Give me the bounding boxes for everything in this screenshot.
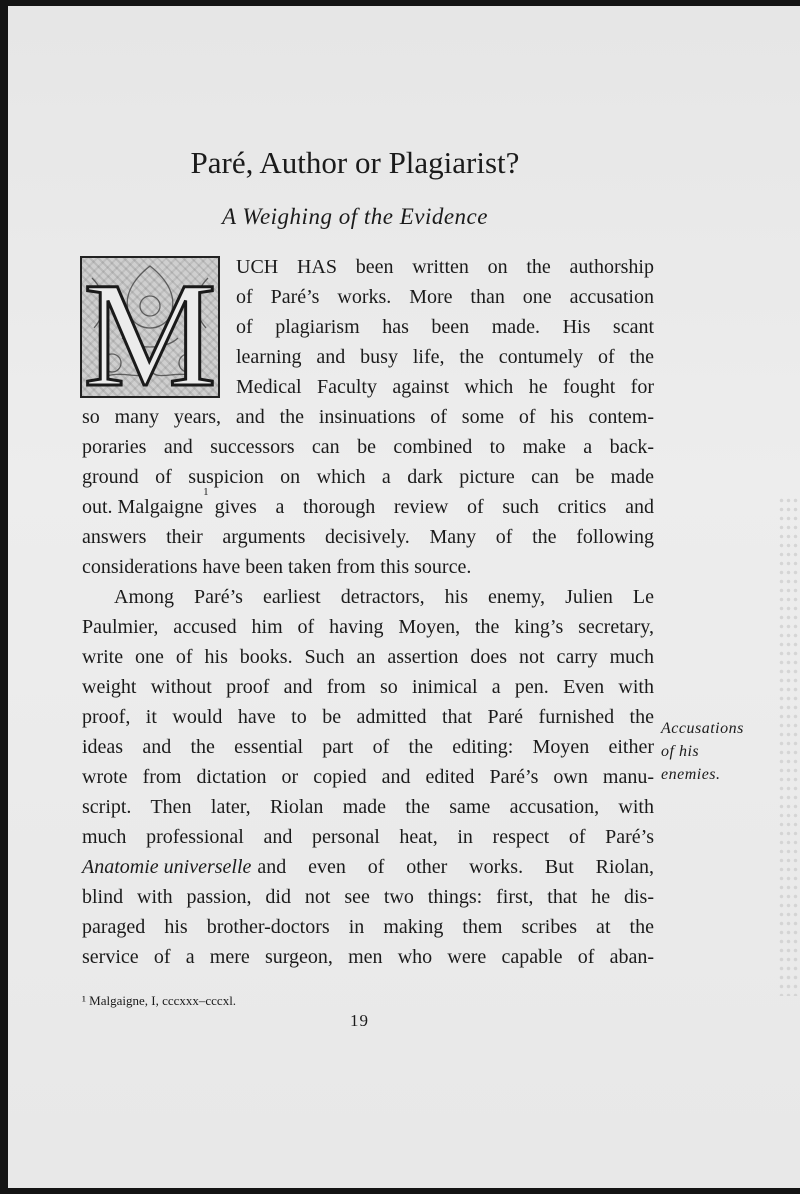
margin-note-line: enemies.	[661, 766, 721, 783]
text-line	[82, 852, 654, 882]
text-line: much professional and personal heat, in respect of Paré’s	[82, 826, 654, 848]
text-line: wrote from dictation or copied and edited Paré’s own manu-	[82, 766, 654, 788]
page-number: 19	[350, 1011, 369, 1030]
footnote-marker: 1	[203, 486, 209, 498]
book-title: Anatomie universelle	[82, 856, 252, 878]
margin-note	[661, 717, 744, 786]
initial-ornament-svg	[82, 258, 218, 396]
ornamental-initial-icon	[80, 256, 220, 398]
drop-cap-letter: M	[83, 258, 217, 396]
text-line: ideas and the essential part of the editing: Moyen either	[82, 736, 654, 758]
text-line: ground of suspicion on which a dark picture can be made	[82, 466, 654, 488]
text-line: UCH HAS been written on the authorship	[236, 256, 654, 278]
text-line: script. Then later, Riolan made the same accusation, with	[82, 796, 654, 818]
text-line: answers their arguments decisively. Many of the following	[82, 526, 654, 548]
text-line: so many years, and the insinuations of some of his contem-	[82, 406, 654, 428]
text-line: learning and busy life, the contumely of the	[236, 346, 654, 368]
margin-note-line: of his	[661, 743, 700, 760]
text-line: proof, it would have to be admitted that Paré furnished the	[82, 706, 654, 728]
text-line: Among Paré’s earliest detractors, his enemy, Julien Le	[114, 586, 654, 608]
book-page	[8, 6, 800, 1188]
text-segment: out. Malgaigne	[82, 496, 204, 518]
text-line: write one of his books. Such an assertion does not carry much	[82, 646, 654, 668]
text-line: poraries and successors can be combined to make a back-	[82, 436, 654, 458]
margin-note-line: Accusations	[661, 720, 744, 737]
text-segment: and even of other works. But Riolan,	[257, 856, 654, 878]
chapter-subtitle: A Weighing of the Evidence	[222, 204, 488, 229]
text-line: service of a mere surgeon, men who were capable of aban-	[82, 946, 654, 968]
footnote: ¹ Malgaigne, I, cccxxx–cccxl.	[82, 993, 237, 1008]
text-line: weight without proof and from so inimical a pen. Even with	[82, 676, 654, 698]
text-line: Paulmier, accused him of having Moyen, the king’s secretary,	[82, 616, 654, 638]
text-line	[82, 486, 654, 522]
text-line: considerations have been taken from this source.	[82, 556, 472, 578]
text-line: of plagiarism has been made. His scant	[236, 316, 654, 338]
text-line: Medical Faculty against which he fought for	[236, 376, 654, 398]
gutter-dots	[778, 496, 800, 996]
chapter-title: Paré, Author or Plagiarist?	[190, 145, 520, 180]
text-segment: gives a thorough review of such critics and	[214, 496, 654, 518]
text-line: of Paré’s works. More than one accusation	[236, 286, 654, 308]
text-line: paraged his brother-doctors in making them scribes at the	[82, 916, 654, 938]
text-line: blind with passion, did not see two things: first, that he dis-	[82, 886, 654, 908]
